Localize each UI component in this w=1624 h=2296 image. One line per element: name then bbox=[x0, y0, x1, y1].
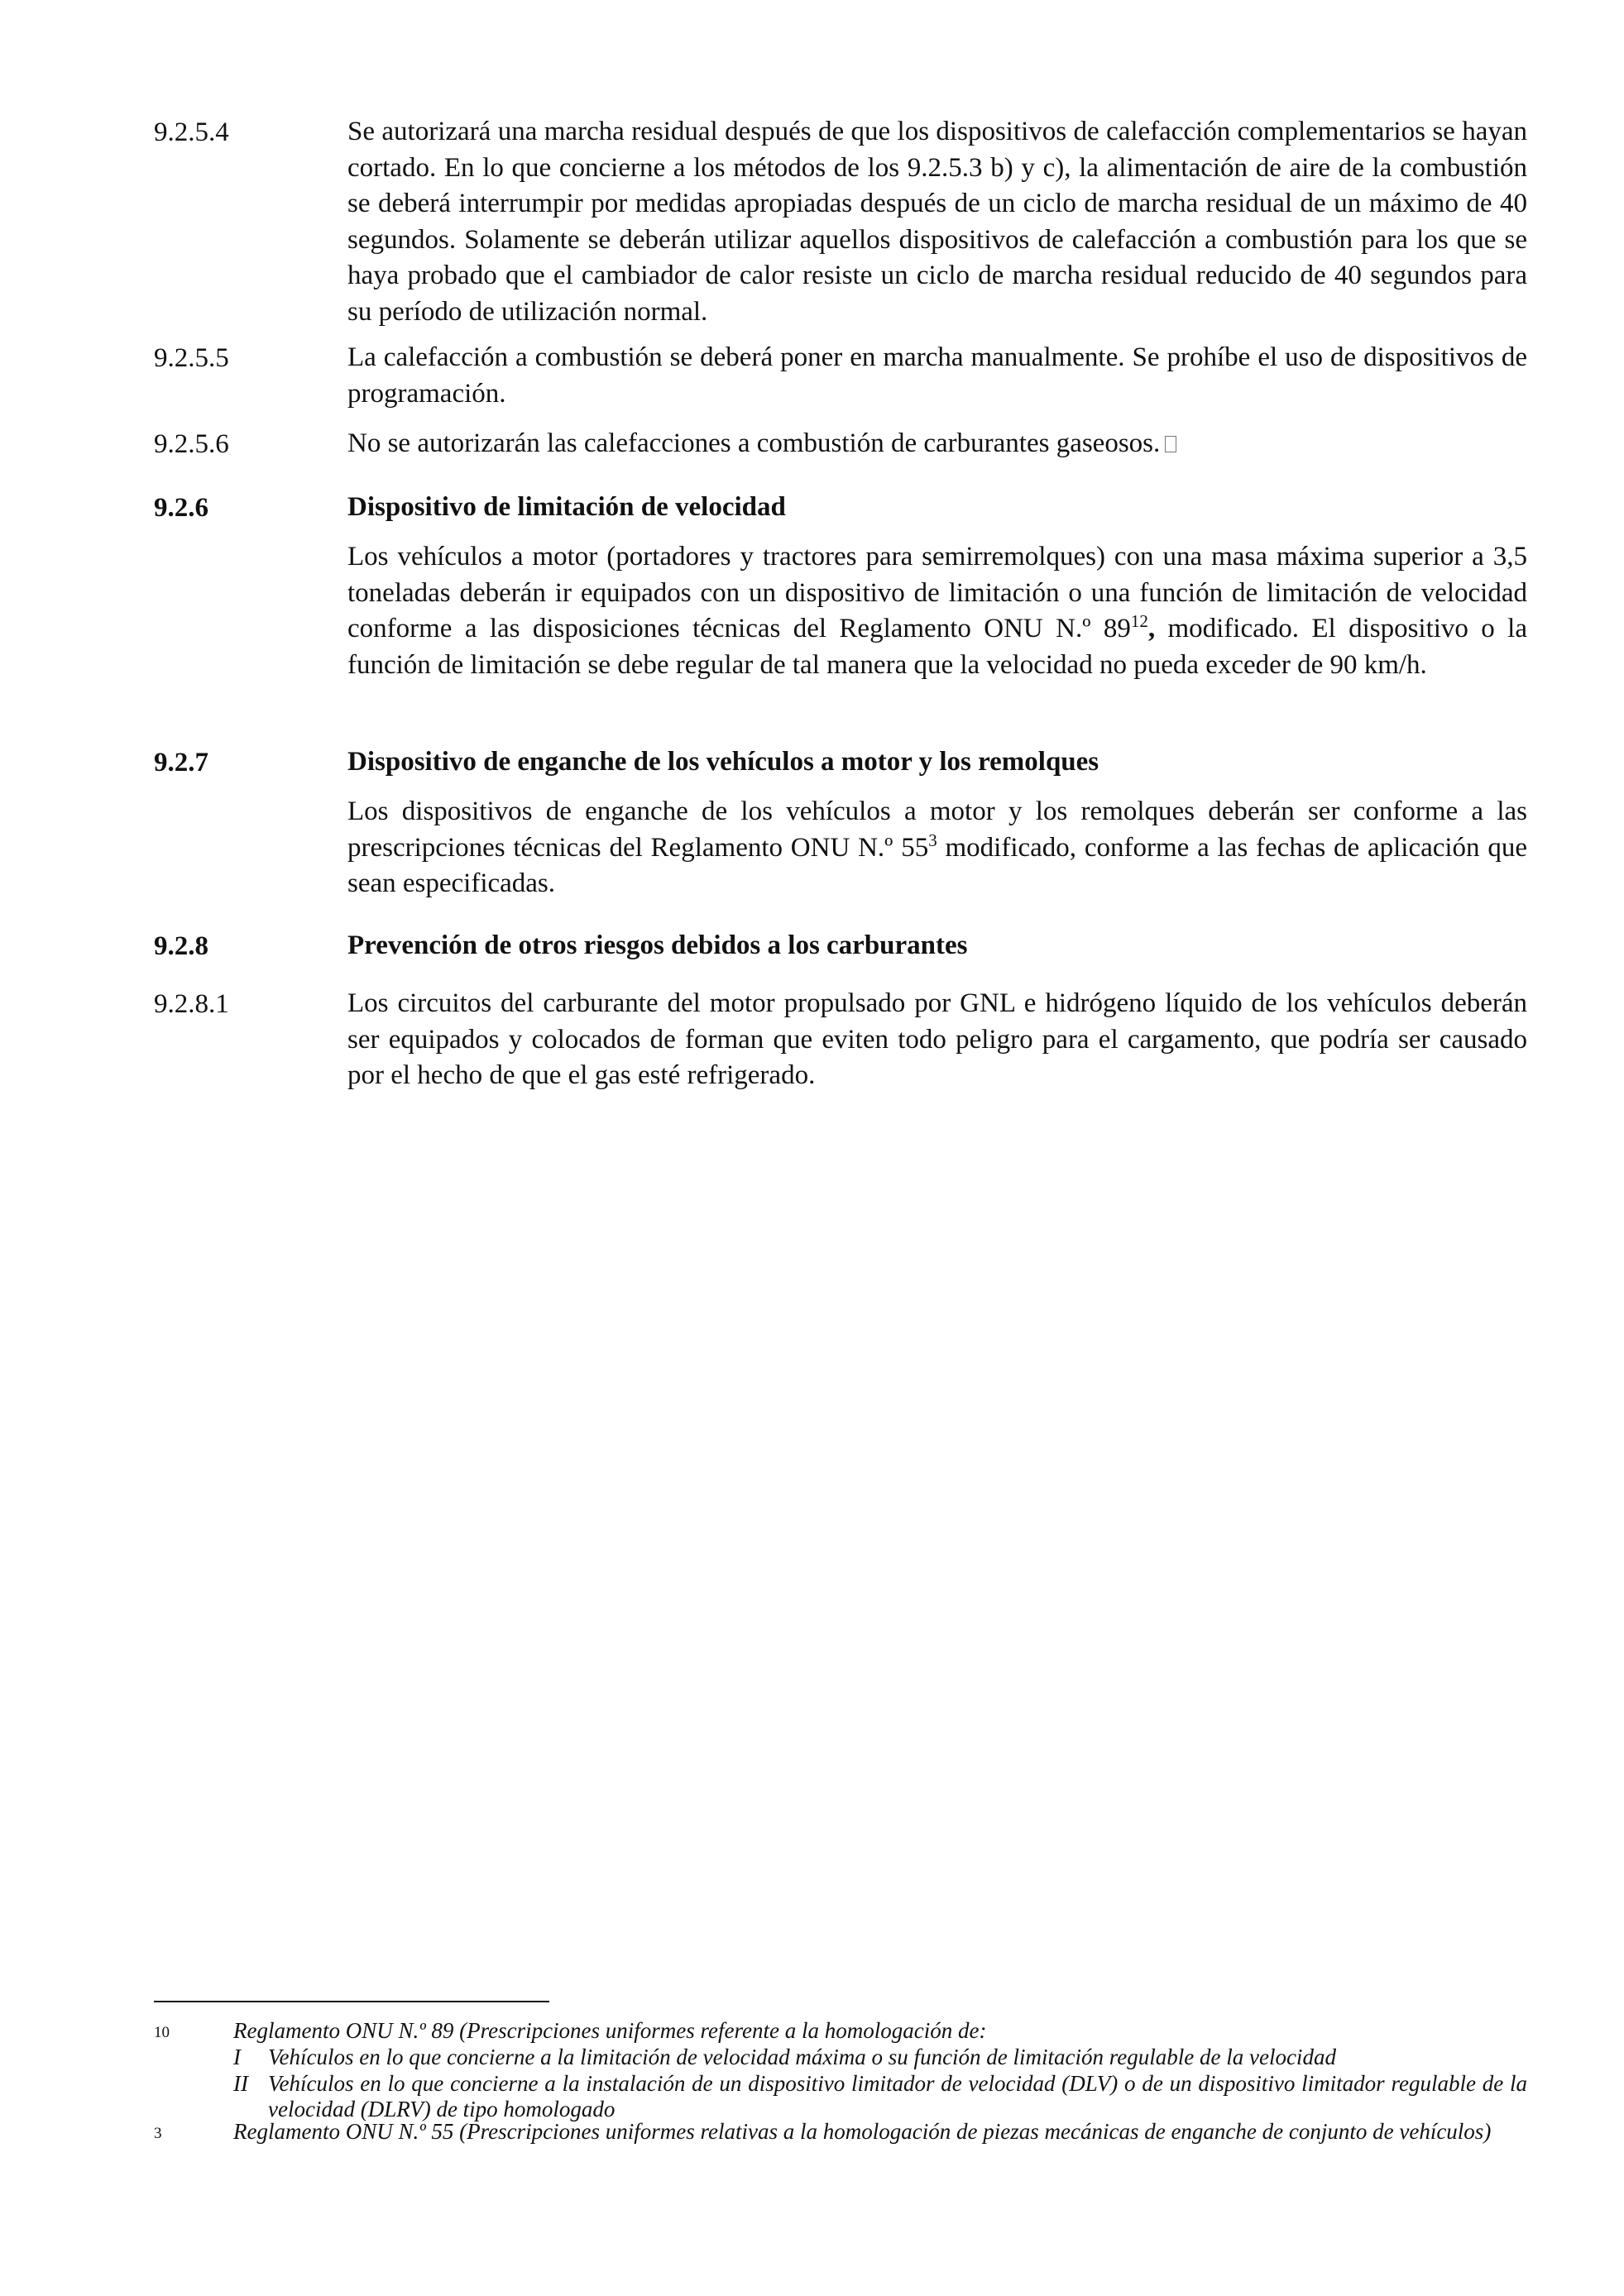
paragraph-text bbox=[347, 426, 1527, 462]
footnote-item-roman: II bbox=[233, 2071, 248, 2096]
footnote-reference[interactable]: 12 bbox=[1130, 611, 1148, 631]
footnote-mark: 10 bbox=[154, 2024, 170, 2041]
paragraph-number: 9.2.5.5 bbox=[154, 343, 229, 373]
paragraph-text-body: No se autorizarán las calefacciones a combustión de carburantes gaseosos. bbox=[347, 428, 1161, 458]
section-text bbox=[347, 794, 1527, 902]
paragraph-number: 9.2.5.4 bbox=[154, 117, 229, 147]
footnote-text: Reglamento ONU N.º 55 (Prescripciones uniformes relativas a la homologación de piezas mecánicas de enganche de conjunto de vehículos) bbox=[233, 2119, 1492, 2144]
section-number: 9.2.8 bbox=[154, 931, 208, 961]
bold-comma: , bbox=[1147, 614, 1156, 643]
section-text-before: Los dispositivos de enganche de los vehículos a motor y los remolques deberán ser conforme a las prescripciones técnicas del Reglamento ONU N.º 55 bbox=[347, 796, 1527, 863]
section-heading: Dispositivo de limitación de velocidad bbox=[347, 492, 786, 522]
footnote-text: Reglamento ONU N.º 89 (Prescripciones uniformes referente a la homologación de: bbox=[233, 2018, 987, 2043]
section-text bbox=[347, 539, 1527, 683]
paragraph-number: 9.2.5.6 bbox=[154, 429, 229, 459]
footnote-item-text: Vehículos en lo que concierne a la limitación de velocidad máxima o su función de limitación regulable de la velocidad bbox=[268, 2045, 1336, 2069]
paragraph-number: 9.2.8.1 bbox=[154, 989, 229, 1019]
footnote-item-roman: I bbox=[233, 2045, 241, 2069]
paragraph-text: La calefacción a combustión se deberá poner en marcha manualmente. Se prohíbe el uso de dispositivos de programación. bbox=[347, 342, 1527, 409]
section-text-after: modificado. El dispositivo o la función de limitación se debe regular de tal manera que la velocidad no pueda exceder de 90 km/h. bbox=[347, 614, 1528, 680]
paragraph-text: Los circuitos del carburante del motor propulsado por GNL e hidrógeno líquido de los vehículos deberán ser equipados y colocados de forman que eviten todo peligro para el cargamento, que podría ser causado por el hecho de que el gas esté refrigerado. bbox=[347, 988, 1527, 1090]
footnote-reference[interactable]: 3 bbox=[928, 830, 937, 850]
section-text-after: modificado, conforme a las fechas de aplicación que sean especificadas. bbox=[347, 832, 1527, 898]
section-number: 9.2.6 bbox=[154, 493, 208, 523]
section-heading: Prevención de otros riesgos debidos a los carburantes bbox=[347, 930, 968, 960]
footnote-separator bbox=[154, 2001, 549, 2002]
missing-glyph-box-icon bbox=[1165, 436, 1176, 452]
footnote-mark: 3 bbox=[154, 2125, 162, 2142]
section-heading: Dispositivo de enganche de los vehículos a motor y los remolques bbox=[347, 747, 1099, 777]
section-number: 9.2.7 bbox=[154, 748, 208, 777]
paragraph-text: Se autorizará una marcha residual después de que los dispositivos de calefacción complementarios se hayan cortado. En lo que concierne a los métodos de los 9.2.5.3 b) y c), la alimentación de aire de la combustión se deberá interrumpir por medidas apropiadas después de un ciclo de marcha residual de un máximo de 40 segundos. Solamente se deberán utilizar aquellos dispositivos de calefacción a combustión para los que se haya probado que el cambiador de calor resiste un ciclo de marcha residual reducido de 40 segundos para su período de utilización normal. bbox=[347, 117, 1527, 327]
section-text-before: Los vehículos a motor (portadores y tractores para semirremolques) con una masa máxima superior a 3,5 toneladas deberán ir equipados con un dispositivo de limitación o una función de limitación de velocidad conforme a las disposiciones técnicas del Reglamento ONU N.º 89 bbox=[347, 542, 1527, 643]
footnote-item-text: Vehículos en lo que concierne a la instalación de un dispositivo limitador de velocidad (DLV) o de un dispositivo limitador regulable de la velocidad (DLRV) de tipo homologado bbox=[268, 2071, 1527, 2121]
